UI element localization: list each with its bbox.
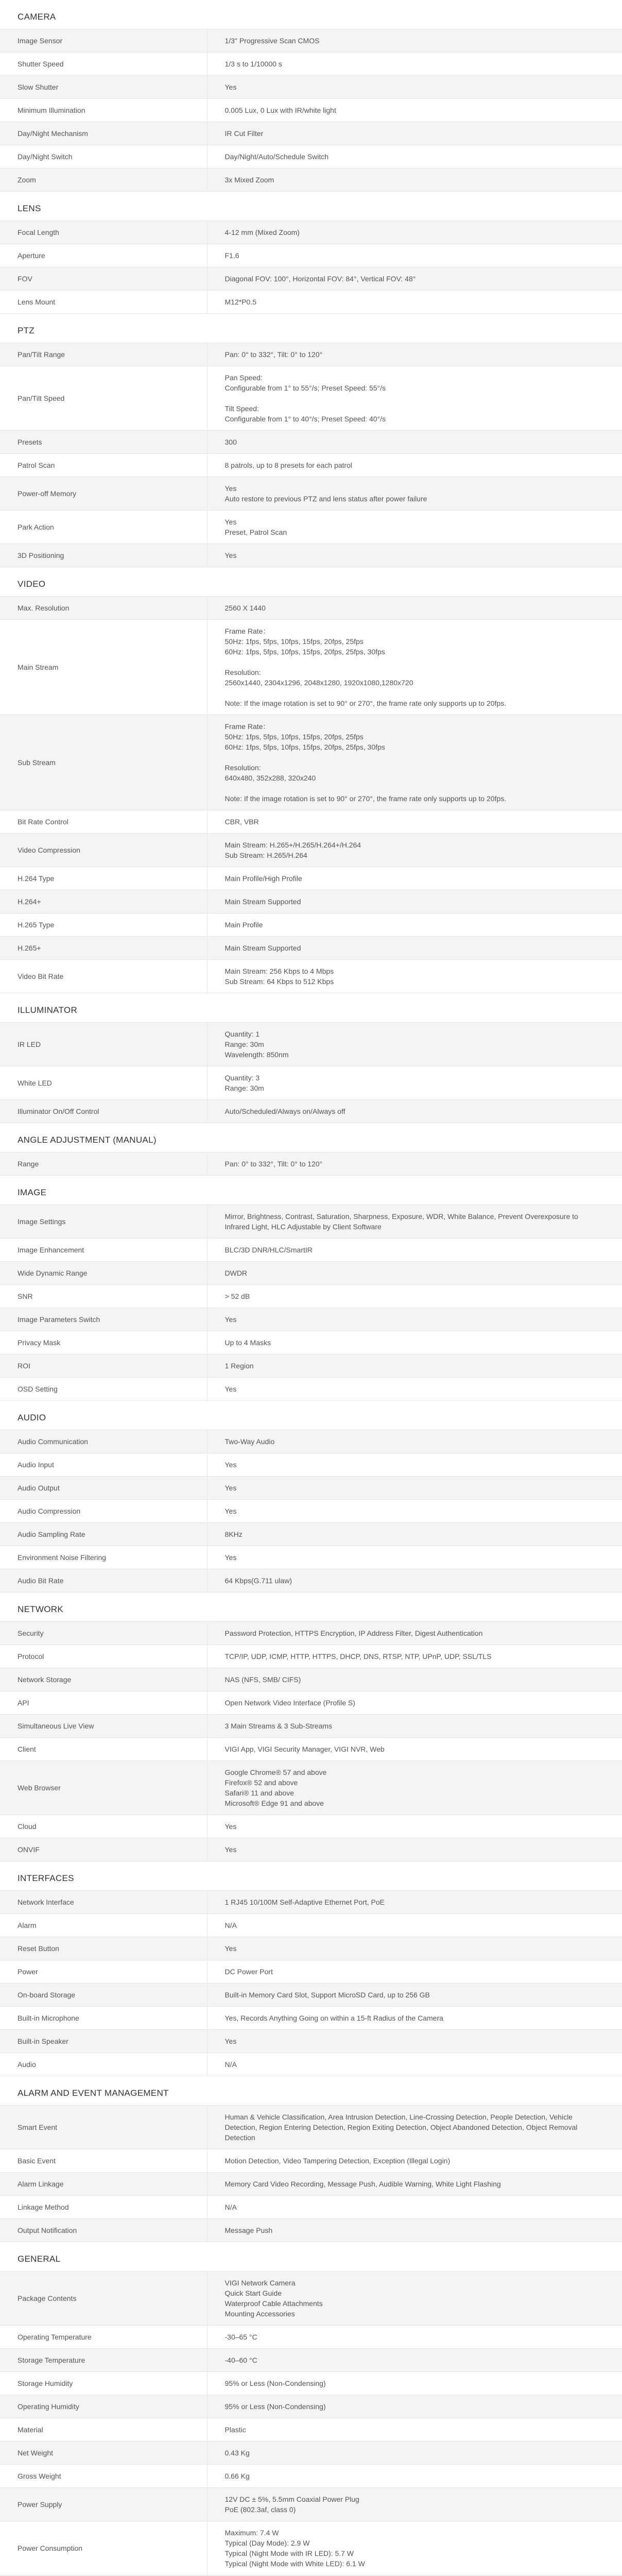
spec-label: Park Action — [0, 511, 207, 544]
spec-value: Yes Auto restore to previous PTZ and lens status after power failure — [207, 477, 622, 511]
spec-label: Max. Resolution — [0, 597, 207, 620]
spec-section-interfaces — [0, 1861, 622, 2076]
section-title: VIDEO — [18, 579, 46, 589]
spec-value: Yes — [207, 544, 622, 567]
spec-value: 300 — [207, 431, 622, 454]
spec-row — [0, 913, 622, 937]
section-title: ANGLE ADJUSTMENT (MANUAL) — [18, 1135, 157, 1145]
spec-row — [0, 145, 622, 168]
section-title: PTZ — [18, 326, 35, 335]
spec-label: API — [0, 1691, 207, 1715]
spec-label: Wide Dynamic Range — [0, 1262, 207, 1285]
spec-label: Web Browser — [0, 1761, 207, 1815]
spec-table — [0, 596, 622, 993]
spec-row — [0, 1891, 622, 1914]
spec-row — [0, 2007, 622, 2030]
spec-section-alarm-and-event-management — [0, 2076, 622, 2242]
spec-label: Power Supply — [0, 2488, 207, 2521]
spec-row — [0, 1691, 622, 1715]
spec-value: F1.6 — [207, 244, 622, 267]
spec-row — [0, 1523, 622, 1546]
spec-row — [0, 431, 622, 454]
spec-value: N/A — [207, 2053, 622, 2076]
spec-value: Password Protection, HTTPS Encryption, IP Address Filter, Digest Authentication — [207, 1622, 622, 1645]
spec-label: Pan/Tilt Speed — [0, 366, 207, 431]
spec-table — [0, 1621, 622, 1861]
spec-label: Net Weight — [0, 2442, 207, 2465]
spec-row — [0, 267, 622, 291]
spec-row — [0, 937, 622, 960]
spec-label: SNR — [0, 1285, 207, 1308]
spec-value: Up to 4 Masks — [207, 1331, 622, 1354]
spec-row — [0, 1205, 622, 1239]
spec-value: Yes — [207, 1378, 622, 1401]
spec-value: Main Stream Supported — [207, 890, 622, 913]
spec-label: Operating Humidity — [0, 2395, 207, 2418]
spec-value: Yes — [207, 1500, 622, 1523]
spec-label: Protocol — [0, 1645, 207, 1668]
spec-label: Material — [0, 2418, 207, 2442]
spec-row — [0, 2488, 622, 2521]
spec-label: Pan/Tilt Range — [0, 343, 207, 366]
section-title: ALARM AND EVENT MANAGEMENT — [18, 2088, 169, 2098]
spec-value: Yes — [207, 1937, 622, 1960]
spec-value: TCP/IP, UDP, ICMP, HTTP, HTTPS, DHCP, DNS, RTSP, NTP, UPnP, UDP, SSL/TLS — [207, 1645, 622, 1668]
spec-value: Human & Vehicle Classification, Area Intrusion Detection, Line-Crossing Detection, People Detection, Vehicle Detection, Region Entering Detection, Region Exiting Detection, Object Abandoned Detection, Object Removal Detection — [207, 2106, 622, 2149]
spec-value: Yes — [207, 1838, 622, 1861]
spec-value: Yes — [207, 76, 622, 99]
spec-label: Minimum Illumination — [0, 99, 207, 122]
spec-section-angle-adjustment-manual — [0, 1123, 622, 1176]
spec-label: Client — [0, 1738, 207, 1761]
spec-row — [0, 890, 622, 913]
spec-value: 1/3" Progressive Scan CMOS — [207, 29, 622, 53]
spec-value: Motion Detection, Video Tampering Detection, Exception (Illegal Login) — [207, 2149, 622, 2173]
spec-value: Yes — [207, 1477, 622, 1500]
spec-row — [0, 2173, 622, 2196]
spec-row — [0, 834, 622, 867]
spec-value: Pan: 0° to 332°, Tilt: 0° to 120° — [207, 343, 622, 366]
spec-value: Memory Card Video Recording, Message Push, Audible Warning, White Light Flashing — [207, 2173, 622, 2196]
spec-label: Presets — [0, 431, 207, 454]
section-title: LENS — [18, 204, 41, 213]
spec-value: Frame Rate： 50Hz: 1fps, 5fps, 10fps, 15fps, 20fps, 25fps 60Hz: 1fps, 5fps, 10fps, 15fps, 20fps, 25fps, 30fps Resolution: 2560x1440, 2304x1296, 2048x1280, 1920x1080,1280x720 Note: If the image rotation is set to 90° or 270°, the frame rate only supports up to 20fps. — [207, 620, 622, 715]
spec-table — [0, 343, 622, 567]
spec-table — [0, 2271, 622, 2576]
spec-value: 0.66 Kg — [207, 2465, 622, 2488]
spec-label: Video Bit Rate — [0, 960, 207, 993]
spec-value: VIGI Network Camera Quick Start Guide Waterproof Cable Attachments Mounting Accessories — [207, 2272, 622, 2326]
spec-row — [0, 1100, 622, 1123]
spec-table — [0, 1022, 622, 1123]
section-title: ILLUMINATOR — [18, 1005, 78, 1015]
spec-row — [0, 1066, 622, 1100]
spec-section-video — [0, 567, 622, 993]
spec-label: Network Interface — [0, 1891, 207, 1914]
spec-row — [0, 1984, 622, 2007]
spec-value: 95% or Less (Non-Condensing) — [207, 2395, 622, 2418]
spec-row — [0, 1715, 622, 1738]
spec-section-general — [0, 2242, 622, 2576]
spec-value: Main Stream Supported — [207, 937, 622, 960]
spec-label: H.264+ — [0, 890, 207, 913]
spec-value: Diagonal FOV: 100°, Horizontal FOV: 84°, Vertical FOV: 48° — [207, 267, 622, 291]
spec-row — [0, 2465, 622, 2488]
spec-label: OSD Setting — [0, 1378, 207, 1401]
spec-row — [0, 2326, 622, 2349]
spec-row — [0, 1308, 622, 1331]
spec-value: Main Stream: 256 Kbps to 4 Mbps Sub Stream: 64 Kbps to 512 Kbps — [207, 960, 622, 993]
spec-row — [0, 221, 622, 244]
spec-label: Image Parameters Switch — [0, 1308, 207, 1331]
spec-value: Google Chrome® 57 and above Firefox® 52 and above Safari® 11 and above Microsoft® Edge 91 and above — [207, 1761, 622, 1815]
spec-label: Range — [0, 1153, 207, 1176]
spec-label: FOV — [0, 267, 207, 291]
spec-value: Quantity: 1 Range: 30m Wavelength: 850nm — [207, 1023, 622, 1066]
spec-row — [0, 29, 622, 53]
spec-value: 3 Main Streams & 3 Sub-Streams — [207, 1715, 622, 1738]
spec-label: Alarm Linkage — [0, 2173, 207, 2196]
spec-row — [0, 2395, 622, 2418]
spec-value: 95% or Less (Non-Condensing) — [207, 2372, 622, 2395]
spec-label: Privacy Mask — [0, 1331, 207, 1354]
spec-row — [0, 122, 622, 145]
spec-row — [0, 1331, 622, 1354]
spec-label: Image Settings — [0, 1205, 207, 1239]
spec-row — [0, 1914, 622, 1937]
spec-value: 8KHz — [207, 1523, 622, 1546]
spec-row — [0, 2418, 622, 2442]
spec-row — [0, 544, 622, 567]
spec-row — [0, 1546, 622, 1569]
spec-label: Linkage Method — [0, 2196, 207, 2219]
spec-label: Video Compression — [0, 834, 207, 867]
spec-label: Image Enhancement — [0, 1239, 207, 1262]
spec-row — [0, 343, 622, 366]
spec-value: N/A — [207, 2196, 622, 2219]
spec-section-network — [0, 1592, 622, 1861]
spec-table — [0, 2105, 622, 2242]
spec-value: 4-12 mm (Mixed Zoom) — [207, 221, 622, 244]
section-title: AUDIO — [18, 1413, 46, 1422]
spec-section-audio — [0, 1401, 622, 1592]
spec-row — [0, 1354, 622, 1378]
spec-value: Auto/Scheduled/Always on/Always off — [207, 1100, 622, 1123]
spec-value: Main Profile/High Profile — [207, 867, 622, 890]
spec-value: VIGI App, VIGI Security Manager, VIGI NVR, Web — [207, 1738, 622, 1761]
spec-label: Day/Night Switch — [0, 145, 207, 168]
spec-row — [0, 53, 622, 76]
section-title: IMAGE — [18, 1188, 47, 1197]
spec-label: Power — [0, 1960, 207, 1984]
spec-value: -40–60 °C — [207, 2349, 622, 2372]
spec-value: Yes Preset, Patrol Scan — [207, 511, 622, 544]
spec-label: Audio — [0, 2053, 207, 2076]
spec-label: Environment Noise Filtering — [0, 1546, 207, 1569]
spec-row — [0, 477, 622, 511]
spec-value: Frame Rate： 50Hz: 1fps, 5fps, 10fps, 15fps, 20fps, 25fps 60Hz: 1fps, 5fps, 10fps, 15fps, 20fps, 25fps, 30fps Resolution: 640x480, 352x288, 320x240 Note: If the image rotation is set to 90° or 270°, the frame rate only supports up to 20fps. — [207, 715, 622, 810]
spec-row — [0, 2521, 622, 2575]
spec-label: H.265 Type — [0, 913, 207, 937]
spec-label: Audio Output — [0, 1477, 207, 1500]
spec-row — [0, 2372, 622, 2395]
spec-row — [0, 2349, 622, 2372]
spec-value: Pan Speed: Configurable from 1° to 55°/s; Preset Speed: 55°/s Tilt Speed: Configurable from 1° to 40°/s; Preset Speed: 40°/s — [207, 366, 622, 431]
spec-row — [0, 1262, 622, 1285]
spec-label: Simultaneous Live View — [0, 1715, 207, 1738]
spec-value: DC Power Port — [207, 1960, 622, 1984]
spec-value: N/A — [207, 1914, 622, 1937]
spec-row — [0, 168, 622, 192]
spec-table — [0, 1890, 622, 2076]
spec-row — [0, 1645, 622, 1668]
spec-label: H.265+ — [0, 937, 207, 960]
spec-row — [0, 1430, 622, 1453]
section-title: CAMERA — [18, 12, 56, 22]
spec-row — [0, 1023, 622, 1066]
spec-row — [0, 1815, 622, 1838]
spec-label: Audio Bit Rate — [0, 1569, 207, 1592]
spec-label: ONVIF — [0, 1838, 207, 1861]
spec-label: Illuminator On/Off Control — [0, 1100, 207, 1123]
spec-row — [0, 2272, 622, 2326]
spec-row — [0, 1569, 622, 1592]
spec-label: ROI — [0, 1354, 207, 1378]
spec-value: Two-Way Audio — [207, 1430, 622, 1453]
spec-row — [0, 2030, 622, 2053]
spec-value: Maximum: 7.4 W Typical (Day Mode): 2.9 W Typical (Night Mode with IR LED): 5.7 W Typical (Night Mode with White LED): 6.1 W — [207, 2521, 622, 2575]
spec-value: 1 Region — [207, 1354, 622, 1378]
spec-label: Bit Rate Control — [0, 810, 207, 834]
spec-value: 0.005 Lux, 0 Lux with IR/white light — [207, 99, 622, 122]
spec-value: IR Cut Filter — [207, 122, 622, 145]
spec-row — [0, 244, 622, 267]
spec-label: Slow Shutter — [0, 76, 207, 99]
spec-value: Mirror, Brightness, Contrast, Saturation, Sharpness, Exposure, WDR, White Balance, Prevent Overexposure to Infrared Light, HLC Adjustable by Client Software — [207, 1205, 622, 1239]
spec-label: Lens Mount — [0, 291, 207, 314]
spec-label: Power Consumption — [0, 2521, 207, 2575]
spec-value: 1/3 s to 1/10000 s — [207, 53, 622, 76]
spec-label: Storage Humidity — [0, 2372, 207, 2395]
spec-value: CBR, VBR — [207, 810, 622, 834]
spec-row — [0, 2149, 622, 2173]
spec-value: 8 patrols, up to 8 presets for each patrol — [207, 454, 622, 477]
section-title: NETWORK — [18, 1604, 63, 1614]
spec-row — [0, 2219, 622, 2242]
spec-row — [0, 597, 622, 620]
spec-label: Patrol Scan — [0, 454, 207, 477]
spec-row — [0, 1239, 622, 1262]
spec-label: Smart Event — [0, 2106, 207, 2149]
spec-value: Main Stream: H.265+/H.265/H.264+/H.264 Sub Stream: H.265/H.264 — [207, 834, 622, 867]
spec-label: Day/Night Mechanism — [0, 122, 207, 145]
spec-label: Audio Communication — [0, 1430, 207, 1453]
spec-label: Built-in Microphone — [0, 2007, 207, 2030]
spec-value: Yes — [207, 1453, 622, 1477]
spec-value: Day/Night/Auto/Schedule Switch — [207, 145, 622, 168]
spec-table — [0, 1205, 622, 1401]
spec-value: Yes — [207, 2030, 622, 2053]
spec-row — [0, 99, 622, 122]
spec-row — [0, 1153, 622, 1176]
spec-label: 3D Positioning — [0, 544, 207, 567]
spec-row — [0, 2196, 622, 2219]
spec-value: Main Profile — [207, 913, 622, 937]
spec-table — [0, 1152, 622, 1176]
spec-table — [0, 221, 622, 314]
spec-label: Built-in Speaker — [0, 2030, 207, 2053]
spec-value: DWDR — [207, 1262, 622, 1285]
spec-value: -30–65 °C — [207, 2326, 622, 2349]
spec-label: Operating Temperature — [0, 2326, 207, 2349]
spec-row — [0, 454, 622, 477]
spec-value: BLC/3D DNR/HLC/SmartIR — [207, 1239, 622, 1262]
spec-row — [0, 1937, 622, 1960]
spec-row — [0, 1761, 622, 1815]
spec-row — [0, 810, 622, 834]
spec-label: Alarm — [0, 1914, 207, 1937]
spec-row — [0, 620, 622, 715]
spec-label: White LED — [0, 1066, 207, 1100]
spec-row — [0, 291, 622, 314]
spec-section-camera — [0, 0, 622, 192]
spec-label: On-board Storage — [0, 1984, 207, 2007]
spec-value: Pan: 0° to 332°, Tilt: 0° to 120° — [207, 1153, 622, 1176]
spec-row — [0, 715, 622, 810]
spec-value: 0.43 Kg — [207, 2442, 622, 2465]
spec-label: Shutter Speed — [0, 53, 207, 76]
spec-value: Quantity: 3 Range: 30m — [207, 1066, 622, 1100]
spec-label: Power-off Memory — [0, 477, 207, 511]
spec-row — [0, 2442, 622, 2465]
spec-row — [0, 366, 622, 431]
spec-value: 2560 X 1440 — [207, 597, 622, 620]
spec-label: Aperture — [0, 244, 207, 267]
spec-label: Focal Length — [0, 221, 207, 244]
spec-label: Audio Sampling Rate — [0, 1523, 207, 1546]
spec-label: Image Sensor — [0, 29, 207, 53]
spec-label: Audio Input — [0, 1453, 207, 1477]
spec-row — [0, 1622, 622, 1645]
spec-label: Basic Event — [0, 2149, 207, 2173]
spec-row — [0, 1477, 622, 1500]
spec-value: Built-in Memory Card Slot, Support MicroSD Card, up to 256 GB — [207, 1984, 622, 2007]
spec-label: Audio Compression — [0, 1500, 207, 1523]
spec-row — [0, 2053, 622, 2076]
spec-section-ptz — [0, 314, 622, 567]
spec-value: Yes — [207, 1308, 622, 1331]
spec-table — [0, 1430, 622, 1592]
spec-value: NAS (NFS, SMB/ CIFS) — [207, 1668, 622, 1691]
spec-row — [0, 1738, 622, 1761]
spec-label: Cloud — [0, 1815, 207, 1838]
spec-label: H.264 Type — [0, 867, 207, 890]
spec-value: Open Network Video Interface (Profile S) — [207, 1691, 622, 1715]
spec-row — [0, 867, 622, 890]
spec-value: M12*P0.5 — [207, 291, 622, 314]
spec-row — [0, 1378, 622, 1401]
spec-section-lens — [0, 192, 622, 314]
spec-row — [0, 1285, 622, 1308]
spec-row — [0, 960, 622, 993]
spec-label: Sub Stream — [0, 715, 207, 810]
spec-value: Message Push — [207, 2219, 622, 2242]
spec-label: Output Notification — [0, 2219, 207, 2242]
spec-value: > 52 dB — [207, 1285, 622, 1308]
spec-section-illuminator — [0, 993, 622, 1123]
spec-label: Reset Button — [0, 1937, 207, 1960]
spec-table — [0, 29, 622, 192]
spec-value: Yes — [207, 1546, 622, 1569]
section-title: INTERFACES — [18, 1873, 74, 1883]
spec-row — [0, 511, 622, 544]
spec-row — [0, 1668, 622, 1691]
spec-label: Package Contents — [0, 2272, 207, 2326]
spec-value: 1 RJ45 10/100M Self-Adaptive Ethernet Port, PoE — [207, 1891, 622, 1914]
section-title: GENERAL — [18, 2254, 61, 2264]
spec-label: Security — [0, 1622, 207, 1645]
spec-row — [0, 1500, 622, 1523]
spec-row — [0, 2106, 622, 2149]
spec-value: 64 Kbps(G.711 ulaw) — [207, 1569, 622, 1592]
spec-label: IR LED — [0, 1023, 207, 1066]
spec-value: 12V DC ± 5%, 5.5mm Coaxial Power Plug PoE (802.3af, class 0) — [207, 2488, 622, 2521]
spec-row — [0, 1838, 622, 1861]
spec-label: Storage Temperature — [0, 2349, 207, 2372]
spec-label: Network Storage — [0, 1668, 207, 1691]
spec-section-image — [0, 1176, 622, 1401]
spec-label: Gross Weight — [0, 2465, 207, 2488]
spec-value: 3x Mixed Zoom — [207, 168, 622, 192]
spec-value: Yes — [207, 1815, 622, 1838]
spec-label: Zoom — [0, 168, 207, 192]
spec-row — [0, 1453, 622, 1477]
spec-label: Main Stream — [0, 620, 207, 715]
spec-value: Plastic — [207, 2418, 622, 2442]
spec-row — [0, 1960, 622, 1984]
spec-value: Yes, Records Anything Going on within a 15-ft Radius of the Camera — [207, 2007, 622, 2030]
spec-row — [0, 76, 622, 99]
